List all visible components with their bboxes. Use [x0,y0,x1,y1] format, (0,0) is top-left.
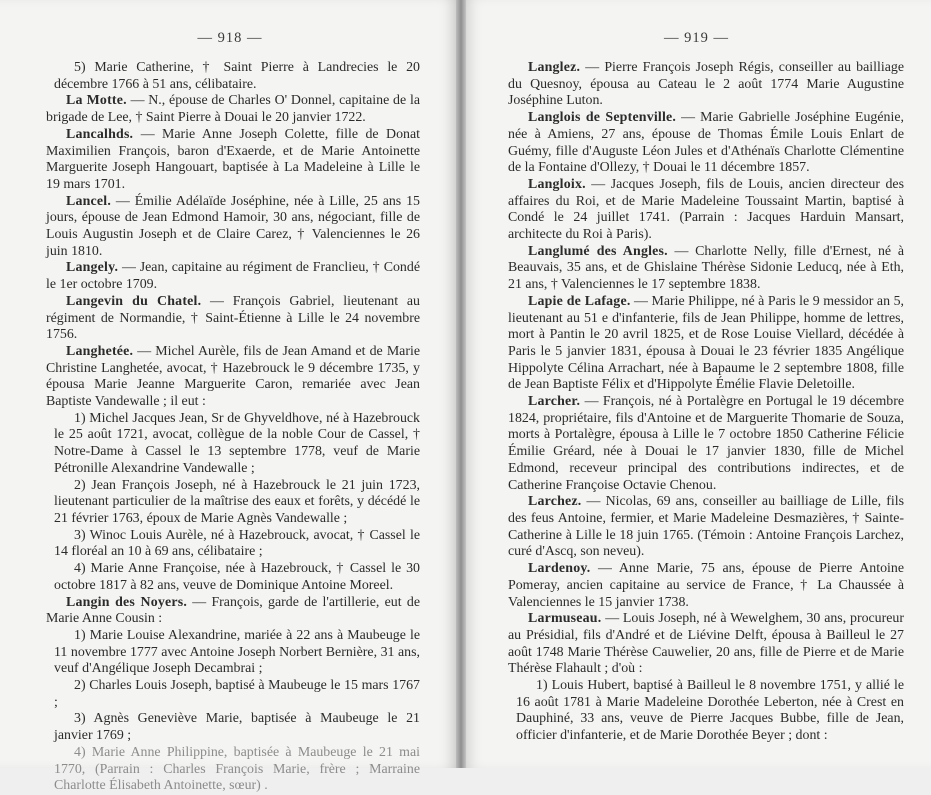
genealogy-entry [508,110,904,177]
page-number-left: — 918 — [197,30,263,46]
entry-surname: Langin des Noyers. [66,594,188,610]
entry-text: — Nicolas, 69 ans, conseiller au bailliage de Lille, fils des feus Antoine, fermier, et Marie Madeleine Desmazières, † Sainte-Catherine à Lille le 18 juin 1765. (Témoin : Antoine François Larchez, curé d'Ascq, son neveu). [508,494,904,560]
genealogy-entry [46,127,420,194]
child-entry: 2) Charles Louis Joseph, baptisé à Maubeuge le 15 mars 1767 ; [54,678,420,710]
child-entry: 3) Winoc Louis Aurèle, né à Hazebrouck, avocat, † Cassel le 14 floréal an 10 à 69 ans, célibataire ; [54,527,420,560]
right-page [462,0,931,768]
genealogy-entry [508,177,904,244]
entry-surname: Larmuseau. [528,611,602,627]
genealogy-entry [508,494,904,561]
genealogy-entry [508,394,904,494]
book-gutter [456,0,466,768]
entry-surname: Langloix. [528,176,586,192]
entry-surname: Lancalhds. [66,126,134,142]
child-entry: 5) Marie Catherine, † Saint Pierre à Landrecies le 20 décembre 1766 à 51 ans, célibataire. [54,60,420,92]
genealogy-entry [46,294,420,344]
entry-text: — Anne Marie, 75 ans, épouse de Pierre Antoine Pomeray, ancien capitaine au service de France, † La Chaussée à Valenciennes le 15 janvier 1738. [508,561,904,610]
entry-surname: Larchez. [528,494,582,510]
entry-text: — Louis Joseph, né à Wewelghem, 30 ans, procureur au Présidial, fils d'André et de Liévine Delft, épousa à Bailleul le 27 août 1748 Marie Thérèse Cauwelier, 20 ans, fille de Pierre et de Marie Thérèse Flahault ; d'où : [508,611,904,677]
entry-text: — François, né à Portalègre en Portugal le 19 décembre 1824, propriétaire, fils d'Antoine et de Marguerite Thomarie de Souza, morts à Portalègre, épousa à Lille le 7 octobre 1850 Catherine Félicie Émilie Gréard, née à Douai le 17 janvier 1830, fille de Michel Edmond, receveur principal des contributions indirectes, et de Catherine Françoise Octavie Chenou. [508,394,904,493]
entry-surname: Langlois de Septenville. [528,110,677,126]
entry-surname: Lancel. [66,193,111,209]
entry-text: — Émilie Adélaïde Joséphine, née à Lille, 25 ans 15 jours, épouse de Jean Edmond Hamoir, 30 ans, négociant, fille de Louis Augustin Joseph et de Claire Carez, † Valenciennes le 26 juin 1810. [46,193,420,259]
entry-surname: Langely. [66,260,119,276]
left-text-column [46,60,420,795]
entry-surname: Larcher. [528,394,581,410]
genealogy-entry [508,561,904,611]
child-entry: 1) Louis Hubert, baptisé à Bailleul le 8 novembre 1751, y allié le 16 août 1781 à Marie Madeleine Dorothée Leberton, née à Crest en Dauphiné, 33 ans, veuve de Pierre Jacques Bubbe, fille de Jean, officier d'infanterie, et de Marie Dorothée Beyer ; dont : [516,678,904,744]
genealogy-entry [508,611,904,678]
entry-text: — Marie Anne Joseph Colette, fille de Donat Maximilien François, baron d'Exaerde, et de Marie Antoinette Marguerite Joseph Hangouart, baptisée à La Madeleine à Lille le 19 mars 1701. [46,126,420,192]
genealogy-entry [508,244,904,294]
genealogy-entry [46,344,420,411]
child-entry: 4) Marie Anne Philippine, baptisée à Maubeuge le 21 mai 1770, (Parrain : Charles François Marie, frère ; Marraine Charlotte Élisabeth Antoinette, sœur) . [54,744,420,794]
entry-text: — Jean, capitaine au régiment de Franclieu, † Condé le 1er octobre 1709. [46,260,420,293]
entry-surname: Lapie de Lafage. [528,293,631,309]
page-number-right: — 919 — [664,30,729,46]
genealogy-entry [46,260,420,293]
entry-text: — François, garde de l'artillerie, eut de Marie Anne Cousin : [46,594,420,627]
entry-text: — Jacques Joseph, fils de Louis, ancien directeur des affaires du Roi, et de Marie Madeleine Toussaint Martin, baptisé à Condé le 24 juillet 1741. (Parrain : Jacques Harduin Mansart, architecte du Roi à Paris). [508,176,904,243]
entry-surname: Langhetée. [66,343,134,359]
entry-text: — Pierre François Joseph Régis, conseiller au bailliage du Quesnoy, épousa au Cateau le 2 août 1774 Marie Augustine Joséphine Luton. [508,60,904,109]
entry-surname: La Motte. [66,93,127,109]
child-entry: 1) Marie Louise Alexandrine, mariée à 22 ans à Maubeuge le 11 novembre 1777 avec Antoine Joseph Norbert Bernière, 31 ans, veuf d'Angélique Joseph Decambrai ; [54,627,420,677]
entry-text: — N., épouse de Charles O' Donnel, capitaine de la brigade de Lee, † Saint Pierre à Douai le 20 janvier 1722. [46,93,420,126]
entry-surname: Langevin du Chatel. [66,293,202,309]
genealogy-entry [46,93,420,126]
child-entry: 3) Agnès Geneviève Marie, baptisée à Maubeuge le 21 janvier 1769 ; [54,711,420,744]
entry-text: — François Gabriel, lieutenant au régiment de Normandie, † Saint-Étienne à Lille le 24 novembre 1756. [46,293,420,343]
entry-surname: Lardenoy. [528,561,591,577]
entry-text: — Marie Gabrielle Joséphine Eugénie, née à Amiens, 27 ans, épouse de Thomas Émile Louis Enlart de Guémy, fille d'Auguste Léon Jules et d'Athénaïs Charlotte Clémentine de la Fontaine d'Ollezy, † Douai le 11 décembre 1857. [508,110,904,176]
entry-text: — Charlotte Nelly, fille d'Ernest, né à Beauvais, 35 ans, et de Ghislaine Thérèse Sidonie Leducq, née à Eth, 21 ans, † Valenciennes le 17 septembre 1838. [508,243,904,293]
right-text-column [508,60,904,745]
entry-text: — Marie Philippe, né à Paris le 9 messidor an 5, lieutenant au 51 e d'infanterie, fils de Jean Philippe, homme de lettres, mort à Pantin le 20 avril 1825, et de Rose Louise Viellard, décédée à Paris le 5 janvier 1831, épousa à Douai le 23 février 1835 Angélique Hippolyte Célina Arrachart, née à Bapaume le 2 septembre 1808, fille de Jean Baptiste Félix et d'Hippolyte Émélie Flavie Deletoille. [508,293,904,393]
entry-surname: Langlez. [528,60,581,75]
genealogy-entry [46,595,420,628]
genealogy-entry [508,60,904,110]
genealogy-entry [46,194,420,261]
left-page [0,0,460,794]
child-entry: 1) Michel Jacques Jean, Sr de Ghyveldhove, né à Hazebrouck le 25 août 1721, avocat, collègue de la noble Cour de Cassel, † Notre-Dame à Cassel le 13 septembre 1778, veuf de Marie Pétronille Alexandrine Vandewalle ; [54,410,420,476]
child-entry: 2) Jean François Joseph, né à Hazebrouck le 21 juin 1723, lieutenant particulier de la maîtrise des eaux et forêts, y décédé le 21 février 1763, époux de Marie Agnès Vandewalle ; [54,477,420,526]
genealogy-entry [508,294,904,394]
entry-text: — Michel Aurèle, fils de Jean Amand et de Marie Christine Langhetée, avocat, † Hazebrouck le 9 décembre 1735, y épousa Marie Jeanne Marguerite Caron, remariée avec Jean Baptiste Vandewalle ; il eut : [46,343,420,410]
entry-surname: Langlumé des Angles. [528,243,668,259]
child-entry: 4) Marie Anne Françoise, née à Hazebrouck, † Cassel le 30 octobre 1817 à 82 ans, veuve de Dominique Antoine Moreel. [54,561,420,593]
